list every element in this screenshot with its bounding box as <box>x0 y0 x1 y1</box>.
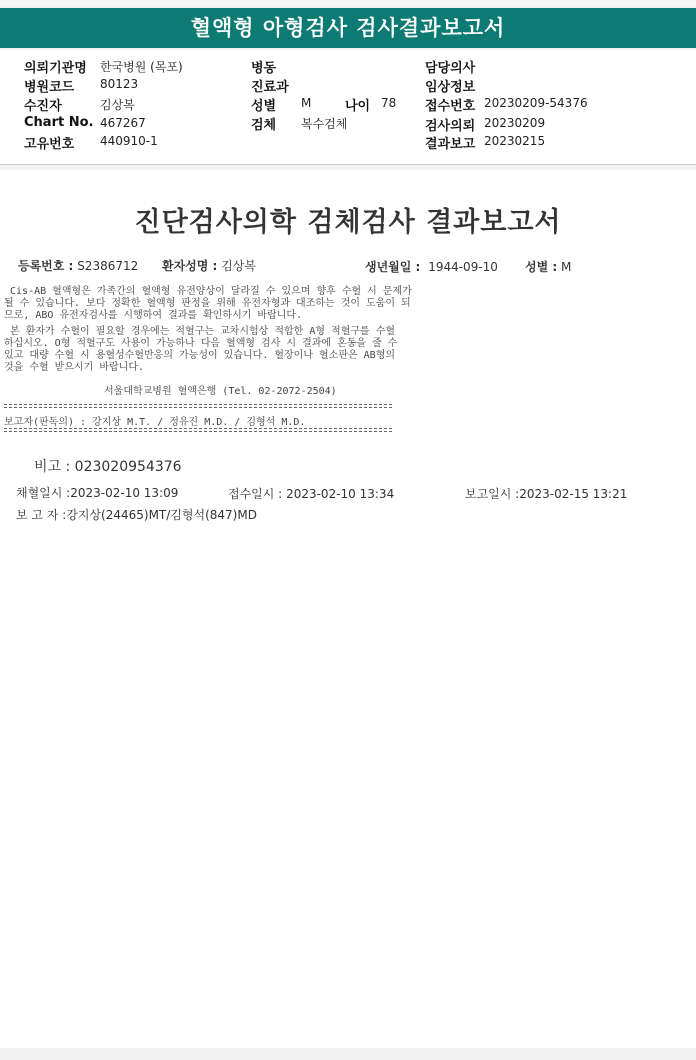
divider-bottom-2 <box>4 431 392 432</box>
institution-value: 한국병원 (목포) <box>100 60 183 74</box>
document-title: 진단검사의학 검체검사 결과보고서 <box>134 207 562 238</box>
request-value: 20230209 <box>484 116 546 130</box>
registration-line <box>18 257 138 274</box>
code-label: 병원코드 <box>24 80 75 95</box>
dob-line <box>365 258 498 275</box>
report-label: 결과보고 <box>425 137 476 152</box>
specimen-label: 검체 <box>251 118 277 133</box>
name-label: 환자성명 : <box>162 259 218 273</box>
dob-label: 생년월일 : <box>365 260 421 274</box>
divider-top <box>4 404 392 405</box>
chart-value: 467267 <box>100 116 146 130</box>
divider-top-2 <box>4 407 392 408</box>
report-date-line <box>465 485 627 502</box>
age-value: 78 <box>381 96 397 110</box>
patient-name-line <box>162 257 256 274</box>
unique-label: 고유번호 <box>24 137 75 152</box>
patient-info-panel <box>0 50 696 165</box>
note-paragraph-2: 본 환자가 수혈이 필요할 경우에는 적혈구는 교차시험상 적합한 A형 적혈구를 수혈 하십시오. O형 적혈구도 사용이 가능하나 다음 혈액형 검사 시 결과에 혼동을 줄 수 있고 대량 수혈 시 용혈성수혈반응의 가능성이 있습니다. 혈장이나 혈소판은 AB형의 것을 수혈 받으시기 바랍니다. <box>4 326 398 373</box>
sex-label: 성별 <box>251 99 277 114</box>
sex-label-2: 성별 : <box>525 260 558 274</box>
reporter-value: 강지상(24465)MT/김형석(847)MD <box>66 508 257 522</box>
sex-value: M <box>301 96 312 110</box>
collect-value: 2023-02-10 13:09 <box>70 486 179 500</box>
remark-line <box>34 456 182 476</box>
blood-bank-contact: 서울대학교병원 혈액은행 (Tel. 02-2072-2504) <box>104 386 337 397</box>
remark-label: 비고 : <box>34 459 71 475</box>
name-value: 김상복 <box>221 259 256 273</box>
sex-value-2: M <box>561 260 572 274</box>
dob-value: 1944-09-10 <box>428 260 498 274</box>
reporters-line: 보고자(판독의) : 강지상 M.T. / 정유진 M.D. / 김형석 M.D. <box>4 417 306 428</box>
collect-label: 채혈일시 : <box>16 486 71 500</box>
receipt-label: 접수번호 <box>425 99 476 114</box>
specimen-value: 복수검체 <box>301 117 348 131</box>
age-label: 나이 <box>345 99 371 114</box>
report-value: 20230215 <box>484 134 546 148</box>
institution-label: 의뢰기관명 <box>24 61 87 76</box>
dept-label: 진료과 <box>251 80 289 95</box>
request-label: 검사의뢰 <box>425 119 476 134</box>
patient-label: 수진자 <box>24 99 62 114</box>
reg-label: 등록번호 : <box>18 259 74 273</box>
accept-label: 접수일시 : <box>228 487 283 501</box>
doctor-label: 담당의사 <box>425 61 476 76</box>
patient-value: 김상복 <box>100 98 135 112</box>
ward-label: 병동 <box>251 61 277 76</box>
sex-line <box>525 258 571 275</box>
divider-bottom <box>4 428 392 429</box>
receipt-value: 20230209-54376 <box>484 96 588 110</box>
reporter-line <box>16 506 257 523</box>
header-title: 혈액형 아형검사 검사결과보고서 <box>190 16 506 40</box>
unique-value: 440910-1 <box>100 134 158 148</box>
reporter-label: 보 고 자 : <box>16 508 67 522</box>
remark-value: 023020954376 <box>74 459 182 475</box>
top-border <box>0 0 696 6</box>
chart-label: Chart No. <box>24 115 94 130</box>
reportdt-value: 2023-02-15 13:21 <box>519 487 628 501</box>
collect-line <box>16 484 178 501</box>
accept-value: 2023-02-10 13:34 <box>286 487 395 501</box>
report-title-bar <box>0 8 696 48</box>
accept-line <box>228 485 394 502</box>
code-value: 80123 <box>100 77 139 91</box>
reg-value: S2386712 <box>77 259 139 273</box>
clinical-label: 임상정보 <box>425 80 476 95</box>
note-paragraph-1: Cis-AB 혈액형은 가족간의 혈액형 유전양상이 달라질 수 있으며 향후 수혈 시 문제가 될 수 있습니다. 보다 정확한 혈액형 판정을 위해 유전자형과 대조하는 것이 도움이 되 므로, ABO 유전자검사를 시행하여 결과를 확인하시기 바랍니다. <box>4 286 412 321</box>
reportdt-label: 보고일시 : <box>465 487 520 501</box>
